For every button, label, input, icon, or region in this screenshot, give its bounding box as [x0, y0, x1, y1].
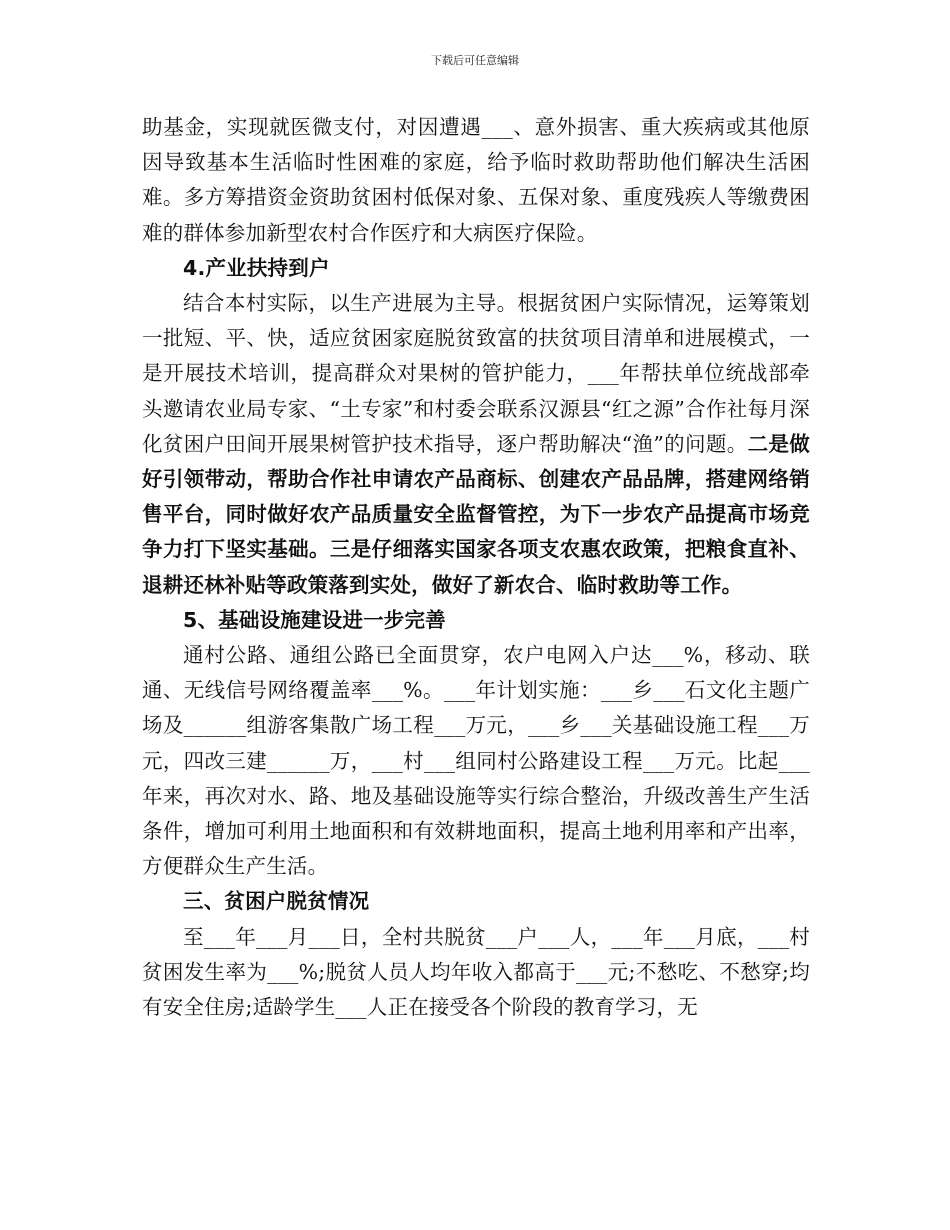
paragraph-infrastructure: 通村公路、通组公路已全面贯穿，农户电网入户达___%，移动、联通、无线信号网络覆盖率___%。___年计划实施：___乡___石文化主题广场及______组游客集散广场工程___万元，___乡___关基础设施工程___万元，四改三建______万，___村___组同村公路建设工程___万元。比起___年来，再次对水、路、地及基础设施等实行综合整治，升级改善生产生活条件，增加可利用土地面积和有效耕地面积，提高土地利用率和产出率，方便群众生产生活。 — [142, 643, 810, 879]
heading-poverty-status: 三、贫困户脱贫情况 — [183, 889, 370, 914]
document-body — [142, 110, 810, 1025]
page-header: 下载后可任意编辑 — [431, 54, 519, 67]
heading-industry-support: 4.产业扶持到户 — [183, 255, 330, 280]
paragraph-poverty-status: 至___年___月___日，全村共脱贫___户___人，___年___月底，___村贫困发生率为___%;脱贫人员人均年收入都高于___元;不愁吃、不愁穿;均有安全住房;适龄学生___人正在接受各个阶段的教育学习，无 — [142, 924, 810, 1020]
paragraph-industry-support — [142, 286, 810, 603]
paragraph-industry-support-text: 结合本村实际，以生产进展为主导。根据贫困户实际情况，运筹策划一批短、平、快，适应贫困家庭脱贫致富的扶贫项目清单和进展模式，一是开展技术培训，提高群众对果树的管护能力，___年帮扶单位统战部牵头邀请农业局专家、“土专家”和村委会联系汉源县“红之源”合作社每月深化贫困户田间开展果树管护技术指导，逐户帮助解决“渔”的问题。 — [142, 291, 810, 456]
heading-infrastructure: 5、基础设施建设进一步完善 — [183, 607, 446, 632]
paragraph-industry-support-bold: 二是做好引领带动，帮助合作社申请农产品商标、创建农产品品牌，搭建网络销售平台，同时做好农产品质量安全监督管控，为下一步农产品提高市场竞争力打下坚实基础。三是仔细落实国家各项支农惠农政策，把粮食直补、退耕还林补贴等政策落到实处，做好了新农合、临时救助等工作。 — [142, 431, 810, 597]
paragraph-medical-aid: 助基金，实现就医微支付，对因遭遇___、意外损害、重大疾病或其他原因导致基本生活临时性困难的家庭，给予临时救助帮助他们解决生活困难。多方筹措资金资助贫困村低保对象、五保对象、重度残疾人等缴费困难的群体参加新型农村合作医疗和大病医疗保险。 — [142, 115, 810, 245]
